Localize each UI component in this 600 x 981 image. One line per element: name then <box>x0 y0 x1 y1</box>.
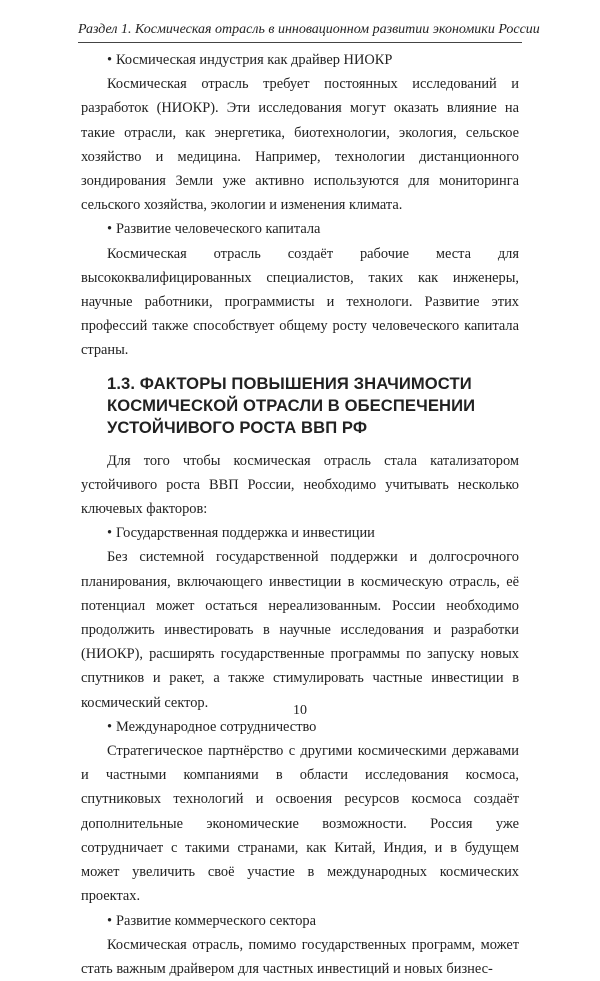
bullet-item <box>107 909 519 933</box>
bullet-icon: • <box>107 525 113 542</box>
bullet-label: Государственная поддержка и инвестиции <box>116 525 375 542</box>
section-title-line: УСТОЙЧИВОГО РОСТА ВВП РФ <box>107 417 368 437</box>
running-header-title: Раздел 1. Космическая отрасль в инновационном развитии экономики России <box>78 22 540 37</box>
paragraph: Без системной государственной поддержки и долгосрочного планирования, включающего инвестиции в космическую отрасль, её потенциал может остаться нереализованным. России необходимо продолжить инвестировать в научные исследования и разработки (НИОКР), расширять государственные программы по запуску новых спутников и ракет, а также стимулировать частные инвестиции в космический сектор. <box>81 549 519 711</box>
bullet-icon: • <box>107 718 113 735</box>
bullet-item <box>107 48 519 72</box>
page-body <box>81 48 519 981</box>
bullet-label: Международное сотрудничество <box>116 718 317 735</box>
page-number: 10 <box>293 703 307 718</box>
section-title <box>107 373 519 439</box>
paragraph: Космическая отрасль, помимо государственных программ, может стать важным драйвером для частных инвестиций и новых бизнес- <box>81 936 519 977</box>
paragraph: Космическая отрасль требует постоянных исследований и разработок (НИОКР). Эти исследования могут оказать влияние на такие отрасли, как энергетика, биотехнологии, экология, сельское хозяйство и медицина. Например, технологии дистанционного зондирования Земли уже активно используются для мониторинга сельского хозяйства, экологии и изменения климата. <box>81 76 519 214</box>
bullet-item <box>107 217 519 241</box>
bullet-label: Космическая индустрия как драйвер НИОКР <box>116 52 393 68</box>
bullet-label: Развитие коммерческого сектора <box>116 912 317 929</box>
bullet-label: Развитие человеческого капитала <box>116 221 321 238</box>
paragraph: Стратегическое партнёрство с другими космическими державами и частными компаниями в области исследования космоса, спутниковых технологий и освоения ресурсов космоса создаёт дополнительные экономические возможности. Россия уже сотрудничает с такими странами, как Китай, Индия, и в будущем может увеличить своё участие в международных космических проектах. <box>81 743 519 905</box>
bullet-icon: • <box>107 52 113 68</box>
bullet-icon: • <box>107 221 113 238</box>
running-header <box>78 22 540 43</box>
paragraph: Космическая отрасль создаёт рабочие места для высококвалифицированных специалистов, таких как инженеры, научные работники, программисты и технологи. Развитие этих профессий также способствует общему росту человеческого капитала страны. <box>81 245 519 359</box>
bullet-icon: • <box>107 912 113 929</box>
section-title-line: 1.3. ФАКТОРЫ ПОВЫШЕНИЯ ЗНАЧИМОСТИ <box>107 373 472 393</box>
section-title-line: КОСМИЧЕСКОЙ ОТРАСЛИ В ОБЕСПЕЧЕНИИ <box>107 395 476 415</box>
paragraph: Для того чтобы космическая отрасль стала катализатором устойчивого роста ВВП России, необходимо учитывать несколько ключевых факторов: <box>81 452 519 518</box>
bullet-item <box>107 521 519 545</box>
